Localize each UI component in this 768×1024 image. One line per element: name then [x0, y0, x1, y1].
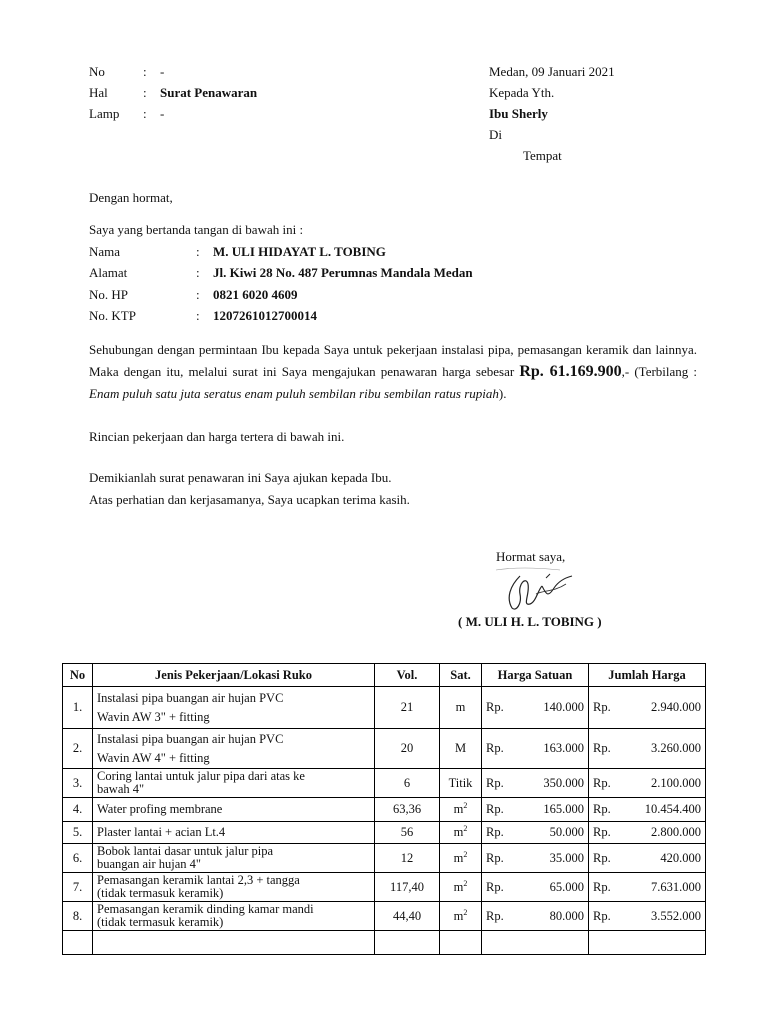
row-jumlah-harga	[589, 873, 706, 902]
row-harga-value: 35.000	[549, 850, 584, 865]
row-jumlah-value: 420.000	[660, 850, 701, 865]
row-jumlah-rp: Rp.	[593, 802, 611, 816]
row-sat	[440, 822, 482, 844]
table-row	[63, 844, 706, 873]
row-jumlah-value: 2.100.000	[651, 775, 701, 790]
row-jumlah-rp: Rp.	[593, 825, 611, 839]
greeting: Dengan hormat,	[89, 190, 173, 205]
details-note: Rincian pekerjaan dan harga tertera di bawah ini.	[89, 429, 345, 444]
field-lamp-value: -	[160, 106, 165, 121]
row-description	[93, 769, 375, 798]
row-vol: 12	[375, 844, 440, 873]
offer-paragraph	[89, 339, 697, 405]
row-jumlah-harga	[589, 729, 706, 769]
row-desc: Bobok lantai dasar untuk jalur pipa	[97, 844, 274, 858]
field-no-label: No	[89, 64, 105, 79]
row-no: 8.	[63, 902, 93, 931]
table-row	[63, 769, 706, 798]
identity-hp-value: 0821 6020 4609	[213, 287, 298, 302]
row-desc-line2: Wavin AW 4" + fitting	[97, 750, 210, 765]
row-sat-text: m	[455, 700, 466, 714]
row-harga-satuan	[482, 844, 589, 873]
row-harga-rp: Rp.	[486, 879, 504, 894]
row-desc: Instalasi pipa buangan air hujan PVC	[97, 690, 284, 705]
offer-amount-suffix: ,- (Terbilang :	[621, 364, 698, 379]
row-desc-line2: bawah 4"	[97, 782, 145, 796]
work-details-table	[62, 663, 706, 955]
offer-closing: ).	[498, 386, 507, 401]
offer-text: Sehubungan dengan permintaan Ibu kepada Saya untuk pekerjaan instalasi pipa, pemasangan keramik dan lainnya. Maka dengan itu, melalui surat ini Saya mengajukan penawaran harga sebesar	[89, 342, 697, 379]
row-description	[93, 822, 375, 844]
row-desc-line2: Wavin AW 3" + fitting	[97, 709, 210, 724]
row-no: 4.	[63, 798, 93, 822]
table-row	[63, 873, 706, 902]
row-jumlah-harga	[589, 769, 706, 798]
table-row	[63, 822, 706, 844]
row-vol: 63,36	[375, 798, 440, 822]
row-jumlah-rp: Rp.	[593, 879, 611, 894]
row-sat	[440, 844, 482, 873]
row-harga-rp: Rp.	[486, 802, 504, 816]
identity-hp-sep: :	[196, 287, 200, 302]
row-sat-text: m	[453, 850, 464, 865]
empty-cell	[375, 931, 440, 955]
table-header-row	[63, 664, 706, 687]
table-row-empty	[63, 931, 706, 955]
row-desc: Instalasi pipa buangan air hujan PVC	[97, 731, 284, 746]
row-jumlah-value: 3.552.000	[651, 908, 701, 923]
identity-ktp-sep: :	[196, 308, 200, 323]
row-desc: Water profing membrane	[97, 802, 223, 816]
row-sat-sup: 2	[463, 878, 468, 888]
table-row	[63, 687, 706, 729]
row-vol: 6	[375, 769, 440, 798]
empty-cell	[63, 931, 93, 955]
intro-text: Saya yang bertanda tangan di bawah ini :	[89, 222, 304, 237]
row-no: 2.	[63, 729, 93, 769]
row-desc-line2: buangan air hujan 4"	[97, 857, 202, 871]
row-sat-sup: 2	[463, 800, 468, 810]
row-harga-satuan	[482, 902, 589, 931]
offer-amount: Rp. 61.169.900	[519, 363, 622, 380]
row-jumlah-harga	[589, 798, 706, 822]
table-row	[63, 798, 706, 822]
identity-alamat-sep: :	[196, 265, 200, 280]
row-harga-satuan	[482, 687, 589, 729]
table-row	[63, 902, 706, 931]
di-label: Di	[489, 127, 502, 142]
row-description	[93, 729, 375, 769]
place-date: Medan, 09 Januari 2021	[489, 64, 615, 79]
col-header-sat: Sat.	[440, 664, 482, 687]
row-vol: 44,40	[375, 902, 440, 931]
row-jumlah-harga	[589, 902, 706, 931]
empty-cell	[482, 931, 589, 955]
row-harga-rp: Rp.	[486, 700, 504, 714]
row-harga-rp: Rp.	[486, 908, 504, 923]
row-sat	[440, 687, 482, 729]
row-no: 5.	[63, 822, 93, 844]
row-vol: 21	[375, 687, 440, 729]
row-harga-rp: Rp.	[486, 825, 504, 839]
row-desc: Pemasangan keramik lantai 2,3 + tangga	[97, 873, 300, 887]
row-harga-satuan	[482, 873, 589, 902]
to-label: Kepada Yth.	[489, 85, 555, 100]
row-vol: 20	[375, 729, 440, 769]
row-harga-satuan	[482, 729, 589, 769]
col-header-harga-satuan: Harga Satuan	[482, 664, 589, 687]
row-desc-line2: (tidak termasuk keramik)	[97, 886, 224, 900]
row-desc: Pemasangan keramik dinding kamar mandi	[97, 902, 314, 916]
empty-cell	[589, 931, 706, 955]
row-harga-value: 163.000	[543, 741, 584, 755]
row-sat-text: m	[453, 825, 464, 839]
row-no: 7.	[63, 873, 93, 902]
row-sat-text: m	[453, 879, 464, 894]
identity-ktp-value: 1207261012700014	[213, 308, 317, 323]
row-desc: Coring lantai untuk jalur pipa dari atas ke	[97, 769, 305, 783]
identity-ktp-label: No. KTP	[89, 308, 136, 323]
closing-line-2: Atas perhatian dan kerjasamanya, Saya ucapkan terima kasih.	[89, 492, 410, 507]
field-hal-sep: :	[143, 85, 147, 100]
row-jumlah-rp: Rp.	[593, 908, 611, 923]
signature-salutation: Hormat saya,	[496, 549, 566, 564]
identity-hp-label: No. HP	[89, 287, 129, 302]
row-harga-value: 350.000	[543, 775, 584, 790]
row-jumlah-rp: Rp.	[593, 775, 611, 790]
row-description	[93, 873, 375, 902]
row-sat-sup: 2	[463, 849, 468, 859]
field-no-sep: :	[143, 64, 147, 79]
row-desc-line2: (tidak termasuk keramik)	[97, 915, 224, 929]
row-sat-text: M	[454, 741, 467, 755]
row-harga-rp: Rp.	[486, 850, 504, 865]
identity-nama-sep: :	[196, 244, 200, 259]
empty-cell	[440, 931, 482, 955]
col-header-no: No	[63, 664, 93, 687]
row-harga-satuan	[482, 798, 589, 822]
row-jumlah-value: 7.631.000	[651, 879, 701, 894]
row-sat	[440, 902, 482, 931]
row-jumlah-value: 3.260.000	[651, 741, 701, 755]
row-jumlah-value: 2.940.000	[651, 700, 701, 714]
col-header-jenis: Jenis Pekerjaan/Lokasi Ruko	[93, 664, 375, 687]
closing-line-1: Demikianlah surat penawaran ini Saya ajukan kepada Ibu.	[89, 470, 392, 485]
row-jumlah-rp: Rp.	[593, 850, 611, 865]
identity-nama-value: M. ULI HIDAYAT L. TOBING	[213, 244, 386, 259]
field-hal-value: Surat Penawaran	[160, 85, 258, 100]
row-sat-sup: 2	[463, 907, 468, 917]
row-no: 1.	[63, 687, 93, 729]
row-description	[93, 687, 375, 729]
field-no-value: -	[160, 64, 165, 79]
signature-name: ( M. ULI H. L. TOBING )	[458, 614, 602, 629]
field-lamp-sep: :	[143, 106, 147, 121]
row-sat	[440, 798, 482, 822]
row-jumlah-rp: Rp.	[593, 741, 611, 755]
row-sat-text: m	[453, 802, 464, 816]
field-hal-label: Hal	[89, 85, 108, 100]
row-vol: 56	[375, 822, 440, 844]
row-description	[93, 844, 375, 873]
row-sat-sup: 2	[463, 823, 468, 833]
empty-cell	[93, 931, 375, 955]
table-row	[63, 729, 706, 769]
row-harga-value: 80.000	[549, 908, 584, 923]
row-sat-text: Titik	[448, 775, 473, 790]
row-jumlah-rp: Rp.	[593, 700, 611, 714]
offer-terbilang: Enam puluh satu juta seratus enam puluh sembilan ribu sembilan ratus rupiah	[89, 386, 499, 401]
col-header-vol: Vol.	[375, 664, 440, 687]
row-harga-value: 165.000	[543, 802, 584, 816]
row-jumlah-harga	[589, 844, 706, 873]
row-sat-text: m	[453, 908, 464, 923]
row-jumlah-value: 10.454.400	[644, 802, 701, 816]
row-harga-value: 140.000	[543, 700, 584, 714]
row-jumlah-harga	[589, 822, 706, 844]
row-sat	[440, 729, 482, 769]
row-sat	[440, 769, 482, 798]
row-harga-value: 65.000	[549, 879, 584, 894]
row-harga-satuan	[482, 769, 589, 798]
row-no: 6.	[63, 844, 93, 873]
row-sat	[440, 873, 482, 902]
identity-alamat-value: Jl. Kiwi 28 No. 487 Perumnas Mandala Medan	[213, 265, 473, 280]
tempat-label: Tempat	[523, 148, 562, 163]
row-desc: Plaster lantai + acian Lt.4	[97, 825, 226, 839]
signature-icon	[492, 564, 582, 614]
identity-nama-label: Nama	[89, 244, 121, 259]
col-header-jumlah-harga: Jumlah Harga	[589, 664, 706, 687]
row-harga-satuan	[482, 822, 589, 844]
row-no: 3.	[63, 769, 93, 798]
row-harga-rp: Rp.	[486, 775, 504, 790]
identity-alamat-label: Alamat	[89, 265, 128, 280]
row-harga-rp: Rp.	[486, 741, 504, 755]
row-harga-value: 50.000	[549, 825, 584, 839]
row-vol: 117,40	[375, 873, 440, 902]
field-lamp-label: Lamp	[89, 106, 120, 121]
row-jumlah-harga	[589, 687, 706, 729]
row-jumlah-value: 2.800.000	[651, 825, 701, 839]
row-description	[93, 798, 375, 822]
recipient-name: Ibu Sherly	[489, 106, 548, 121]
row-description	[93, 902, 375, 931]
